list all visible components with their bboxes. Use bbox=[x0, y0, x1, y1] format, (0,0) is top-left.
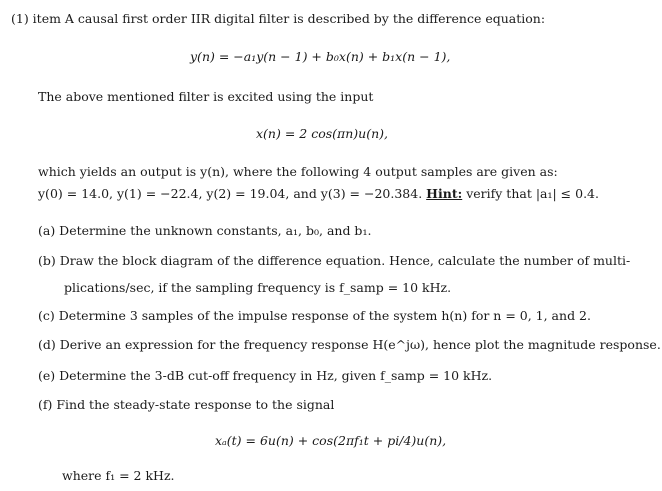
where-text: where f₁ = 2 kHz. bbox=[62, 468, 175, 483]
part-b-line2: plications/sec, if the sampling frequency is f_samp = 10 kHz. bbox=[64, 280, 452, 295]
output-text: which yields an output is y(n), where the following 4 output samples are given as: bbox=[38, 164, 558, 179]
excited-text: The above mentioned filter is excited using the input bbox=[38, 89, 374, 104]
signal-equation: xₐ(t) = 6u(n) + cos(2πf₁t + pi/4)u(n), bbox=[215, 433, 447, 448]
samples-text: y(0) = 14.0, y(1) = −22.4, y(2) = 19.04, and y(3) = −20.384. bbox=[38, 186, 423, 201]
hint-label: Hint: bbox=[426, 186, 463, 201]
part-f: (f) Find the steady-state response to the signal bbox=[38, 397, 335, 412]
part-d: (d) Derive an expression for the frequency response H(e^jω), hence plot the magnitude response. bbox=[38, 337, 661, 352]
part-e: (e) Determine the 3-dB cut-off frequency in Hz, given f_samp = 10 kHz. bbox=[38, 368, 493, 383]
input-equation: x(n) = 2 cos(πn)u(n), bbox=[256, 126, 388, 141]
samples-line bbox=[38, 186, 599, 202]
problem-intro: (1) item A causal first order IIR digital filter is described by the difference equation: bbox=[11, 11, 546, 26]
part-c: (c) Determine 3 samples of the impulse response of the system h(n) for n = 0, 1, and 2. bbox=[38, 308, 591, 323]
difference-equation: y(n) = −a₁y(n − 1) + b₀x(n) + b₁x(n − 1), bbox=[190, 49, 451, 64]
part-b-line1: (b) Draw the block diagram of the difference equation. Hence, calculate the number of multi- bbox=[38, 253, 631, 268]
part-a: (a) Determine the unknown constants, a₁, b₀, and b₁. bbox=[38, 223, 372, 238]
hint-text: verify that |a₁| ≤ 0.4. bbox=[466, 186, 599, 201]
